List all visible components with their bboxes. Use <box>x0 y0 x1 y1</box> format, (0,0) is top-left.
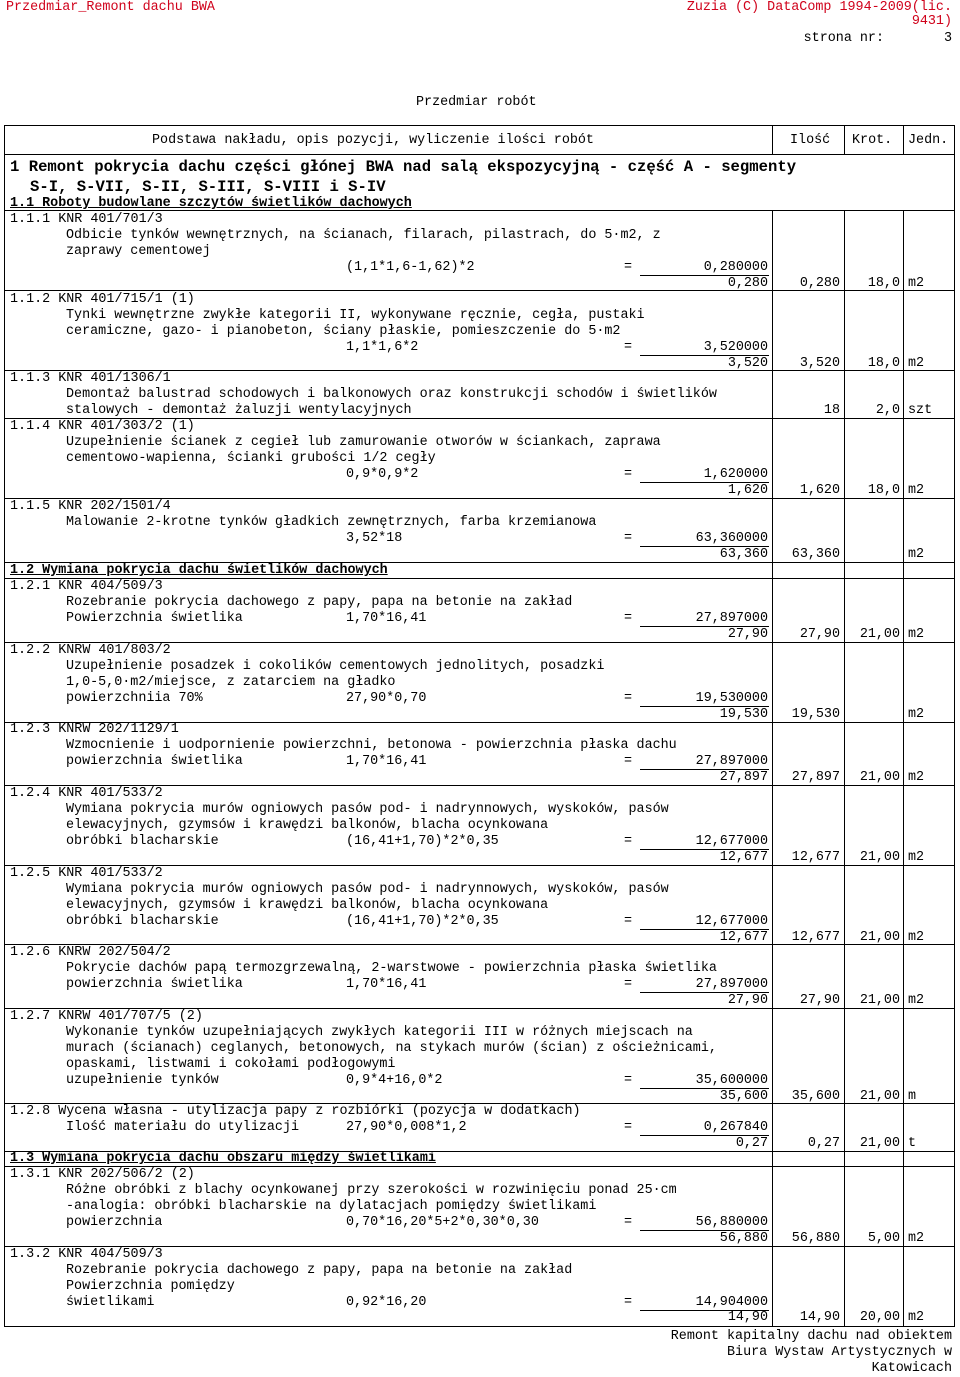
item-formula: 0,9*4+16,0*2 <box>346 1073 443 1088</box>
item-label: powierzchnia <box>66 1215 163 1230</box>
item-sum: 0,280 <box>727 276 768 291</box>
item-unit: m2 <box>908 993 925 1008</box>
equals-sign: = <box>624 977 633 992</box>
item-sum: 0,27 <box>735 1136 768 1151</box>
equals-sign: = <box>624 260 633 275</box>
section-1-3-title: 1.3 Wymiana pokrycia dachu obszaru między świetlikami <box>10 1151 436 1166</box>
item-head: 1.2.2 KNRW 401/803/2 <box>10 643 171 658</box>
item-result: 0,267840 <box>703 1120 768 1135</box>
item-quantity: 27,897 <box>791 770 840 785</box>
item-result: 14,904000 <box>695 1295 768 1310</box>
equals-sign: = <box>624 691 633 706</box>
item-label: powierzchnia świetlika <box>66 977 243 992</box>
item-result: 0,280000 <box>703 260 768 275</box>
item-times: 21,00 <box>859 850 900 865</box>
item-result: 56,880000 <box>695 1215 768 1230</box>
item-times: 18,0 <box>867 276 900 291</box>
item-desc: Różne obróbki z blachy ocynkowanej przy szerokości w rozwinięciu ponad 25·cm <box>66 1183 677 1198</box>
item-label: obróbki blacharskie <box>66 914 219 929</box>
page-label: strona nr: <box>803 31 884 46</box>
item-unit: m2 <box>908 1310 925 1325</box>
item-label: świetlikami <box>66 1295 155 1310</box>
item-desc: Demontaż balustrad schodowych i balkonowych oraz konstrukcji schodów i świetlików <box>66 387 717 402</box>
item-label: Powierzchnia pomiędzy <box>66 1279 235 1294</box>
footer-line-2: Biura Wystaw Artystycznych w <box>727 1345 952 1360</box>
item-unit: szt <box>908 403 933 418</box>
equals-sign: = <box>624 1215 633 1230</box>
item-times: 21,00 <box>859 770 900 785</box>
item-sum: 3,520 <box>727 356 768 371</box>
item-desc: Wymiana pokrycia murów ogniowych pasów pod- i nadrynnowych, wyskoków, pasów <box>66 802 669 817</box>
item-sum: 27,90 <box>727 627 768 642</box>
item-label: Ilość materiału do utylizacji <box>66 1120 300 1135</box>
col-divider-krot <box>844 210 845 1327</box>
item-sum: 56,880 <box>719 1231 768 1246</box>
item-formula: 1,70*16,41 <box>346 754 427 769</box>
item-desc: Uzupełnienie ścianek z cegieł lub zamurowanie otworów w ściankach, zaprawa <box>66 435 661 450</box>
item-label: obróbki blacharskie <box>66 834 219 849</box>
item-sum: 1,620 <box>727 483 768 498</box>
equals-sign: = <box>624 1295 633 1310</box>
item-desc: Pokrycie dachów papą termozgrzewalną, 2-warstwowe - powierzchnia płaska świetlika <box>66 961 717 976</box>
item-sum: 63,360 <box>719 547 768 562</box>
item-desc: Uzupełnienie posadzek i cokolików cementowych jednolitych, posadzki <box>66 659 605 674</box>
item-result: 1,620000 <box>703 467 768 482</box>
item-head: 1.2.8 Wycena własna - utylizacja papy z rozbiórki (pozycja w dodatkach) <box>10 1104 581 1119</box>
item-quantity: 63,360 <box>791 547 840 562</box>
item-desc: Wykonanie tynków uzupełniających zwykłych kategorii III w różnych miejscach na <box>66 1025 693 1040</box>
item-unit: m2 <box>908 707 925 722</box>
item-quantity: 19,530 <box>791 707 840 722</box>
page-number: 3 <box>943 31 952 46</box>
item-times: 21,00 <box>859 1136 900 1151</box>
item-desc: elewacyjnych, gzymsów i krawędzi balkonów, blacha ocynkowana <box>66 898 549 913</box>
item-formula: 3,52*18 <box>346 531 403 546</box>
item-result: 35,600000 <box>695 1073 768 1088</box>
item-desc: opaskami, listwami i cokołami podłogowymi <box>66 1057 396 1072</box>
item-times: 18,0 <box>867 483 900 498</box>
footer-line-1: Remont kapitalny dachu nad obiektem <box>670 1329 952 1344</box>
item-result: 3,520000 <box>703 340 768 355</box>
equals-sign: = <box>624 1120 633 1135</box>
item-unit: m2 <box>908 627 925 642</box>
license-line-2: 9431) <box>911 14 952 29</box>
item-unit: m2 <box>908 850 925 865</box>
item-desc: 1,0-5,0·m2/miejsce, z zatarciem na gładko <box>66 675 396 690</box>
item-times: 18,0 <box>867 356 900 371</box>
equals-sign: = <box>624 754 633 769</box>
item-times: 2,0 <box>875 403 900 418</box>
item-result: 12,677000 <box>695 834 768 849</box>
item-unit: m2 <box>908 1231 925 1246</box>
item-formula: 0,70*16,20*5+2*0,30*0,30 <box>346 1215 539 1230</box>
item-times: 21,00 <box>859 1089 900 1104</box>
item-quantity: 35,600 <box>791 1089 840 1104</box>
equals-sign: = <box>624 340 633 355</box>
item-result: 27,897000 <box>695 754 768 769</box>
item-head: 1.1.2 KNR 401/715/1 (1) <box>10 292 195 307</box>
item-quantity: 14,90 <box>799 1310 840 1325</box>
item-quantity: 27,90 <box>799 627 840 642</box>
item-desc: Odbicie tynków wewnętrznych, na ścianach, filarach, pilastrach, do 5·m2, z <box>66 228 661 243</box>
item-unit: m2 <box>908 547 925 562</box>
row-divider <box>4 210 955 211</box>
item-head: 1.2.5 KNR 401/533/2 <box>10 866 163 881</box>
file-title: Przedmiar_Remont dachu BWA <box>6 0 215 15</box>
col-divider-krot-header <box>844 125 845 155</box>
footer-line-3: Katowicach <box>871 1361 952 1376</box>
item-formula: 0,92*16,20 <box>346 1295 427 1310</box>
item-unit: m2 <box>908 930 925 945</box>
equals-sign: = <box>624 834 633 849</box>
item-desc: Malowanie 2-krotne tynków gładkich zewnętrznych, farba krzemianowa <box>66 515 597 530</box>
item-times: 21,00 <box>859 930 900 945</box>
header-divider <box>4 154 955 155</box>
item-result: 19,530000 <box>695 691 768 706</box>
item-desc: ceramiczne, gazo- i pianobeton, ściany płaskie, pomieszczenie do 5·m2 <box>66 324 621 339</box>
col-divider-qty-header <box>772 125 773 155</box>
item-unit: t <box>908 1136 917 1151</box>
item-times: 5,00 <box>867 1231 900 1246</box>
item-sum: 12,677 <box>719 930 768 945</box>
item-quantity: 3,520 <box>799 356 840 371</box>
item-head: 1.2.6 KNRW 202/504/2 <box>10 945 171 960</box>
header-unit: Jedn. <box>908 133 949 148</box>
section-1-title-cont: S-I, S-VII, S-II, S-III, S-VIII i S-IV <box>30 178 386 196</box>
item-formula: 27,90*0,008*1,2 <box>346 1120 467 1135</box>
item-head: 1.1.1 KNR 401/701/3 <box>10 212 163 227</box>
item-times: 20,00 <box>859 1310 900 1325</box>
item-desc: Rozebranie pokrycia dachowego z papy, papa na betonie na zakład <box>66 595 573 610</box>
col-divider-unit <box>903 210 904 1327</box>
item-formula: 27,90*0,70 <box>346 691 427 706</box>
item-desc: zaprawy cementowej <box>66 244 211 259</box>
item-formula: (16,41+1,70)*2*0,35 <box>346 834 499 849</box>
item-desc: -analogia: obróbki blacharskie na dylatacjach pomiędzy świetlikami <box>66 1199 597 1214</box>
equals-sign: = <box>624 531 633 546</box>
item-head: 1.3.1 KNR 202/506/2 (2) <box>10 1167 195 1182</box>
item-head: 1.1.5 KNR 202/1501/4 <box>10 499 171 514</box>
header-times: Krot. <box>852 133 893 148</box>
item-result: 12,677000 <box>695 914 768 929</box>
item-desc: Wzmocnienie i uodpornienie powierzchni, betonowa - powierzchnia płaska dachu <box>66 738 677 753</box>
item-unit: m2 <box>908 770 925 785</box>
row-divider <box>4 290 955 291</box>
item-sum: 14,90 <box>727 1310 768 1325</box>
item-desc: murach (ścianach) ceglanych, betonowych, na stykach murów (ścian) z ościeżnicami, <box>66 1041 717 1056</box>
col-divider-unit-header <box>903 125 904 155</box>
item-label: Powierzchnia świetlika <box>66 611 243 626</box>
item-sum: 35,600 <box>719 1089 768 1104</box>
item-result: 27,897000 <box>695 611 768 626</box>
item-desc: elewacyjnych, gzymsów i krawędzi balkonów, blacha ocynkowana <box>66 818 549 833</box>
item-sum: 27,90 <box>727 993 768 1008</box>
equals-sign: = <box>624 1073 633 1088</box>
item-unit: m2 <box>908 356 925 371</box>
item-quantity: 18 <box>823 403 840 418</box>
item-head: 1.2.4 KNR 401/533/2 <box>10 786 163 801</box>
item-head: 1.2.1 KNR 404/509/3 <box>10 579 163 594</box>
item-desc: Tynki wewnętrzne zwykłe kategorii II, wykonywane ręcznie, cegła, pustaki <box>66 308 645 323</box>
item-formula: 1,70*16,41 <box>346 611 427 626</box>
item-desc: Wymiana pokrycia murów ogniowych pasów pod- i nadrynnowych, wyskoków, pasów <box>66 882 669 897</box>
item-unit: m <box>908 1089 917 1104</box>
item-result: 63,360000 <box>695 531 768 546</box>
item-quantity: 0,27 <box>807 1136 840 1151</box>
item-unit: m2 <box>908 276 925 291</box>
item-label: powierzchnia świetlika <box>66 754 243 769</box>
item-head: 1.3.2 KNR 404/509/3 <box>10 1247 163 1262</box>
section-1-1-title: 1.1 Roboty budowlane szczytów świetlików dachowych <box>10 196 412 211</box>
item-quantity: 12,677 <box>791 930 840 945</box>
item-quantity: 56,880 <box>791 1231 840 1246</box>
item-quantity: 1,620 <box>799 483 840 498</box>
item-label: powierzchniia 70% <box>66 691 203 706</box>
item-head: 1.2.3 KNRW 202/1129/1 <box>10 722 179 737</box>
license-line-1: Zuzia (C) DataComp 1994-2009(lic. <box>686 0 952 15</box>
header-quantity: Ilość <box>790 133 831 148</box>
item-unit: m2 <box>908 483 925 498</box>
equals-sign: = <box>624 914 633 929</box>
item-formula: (1,1*1,6-1,62)*2 <box>346 260 475 275</box>
doc-title: Przedmiar robót <box>416 95 537 110</box>
item-formula: 1,1*1,6*2 <box>346 340 419 355</box>
item-desc: cementowo-wapienna, ścianki grubości 1/2 cegły <box>66 451 436 466</box>
item-formula: (16,41+1,70)*2*0,35 <box>346 914 499 929</box>
item-sum: 27,897 <box>719 770 768 785</box>
item-head: 1.1.3 KNR 401/1306/1 <box>10 371 171 386</box>
item-quantity: 0,280 <box>799 276 840 291</box>
item-formula: 0,9*0,9*2 <box>346 467 419 482</box>
section-1-title: 1 Remont pokrycia dachu części głónej BWA nad salą ekspozycyjną - część A - segmenty <box>10 158 797 176</box>
equals-sign: = <box>624 467 633 482</box>
item-result: 27,897000 <box>695 977 768 992</box>
item-sum: 19,530 <box>719 707 768 722</box>
equals-sign: = <box>624 611 633 626</box>
item-desc: stalowych - demontaż żaluzji wentylacyjnych <box>66 403 412 418</box>
item-quantity: 27,90 <box>799 993 840 1008</box>
item-head: 1.2.7 KNRW 401/707/5 (2) <box>10 1009 203 1024</box>
item-times: 21,00 <box>859 993 900 1008</box>
item-label: uzupełnienie tynków <box>66 1073 219 1088</box>
header-description: Podstawa nakładu, opis pozycji, wyliczenie ilości robót <box>152 133 594 148</box>
item-desc: Rozebranie pokrycia dachowego z papy, papa na betonie na zakład <box>66 1263 573 1278</box>
item-times: 21,00 <box>859 627 900 642</box>
item-head: 1.1.4 KNR 401/303/2 (1) <box>10 419 195 434</box>
col-divider-qty <box>772 210 773 1327</box>
item-formula: 1,70*16,41 <box>346 977 427 992</box>
item-quantity: 12,677 <box>791 850 840 865</box>
section-1-2-title: 1.2 Wymiana pokrycia dachu świetlików dachowych <box>10 563 388 578</box>
item-sum: 12,677 <box>719 850 768 865</box>
